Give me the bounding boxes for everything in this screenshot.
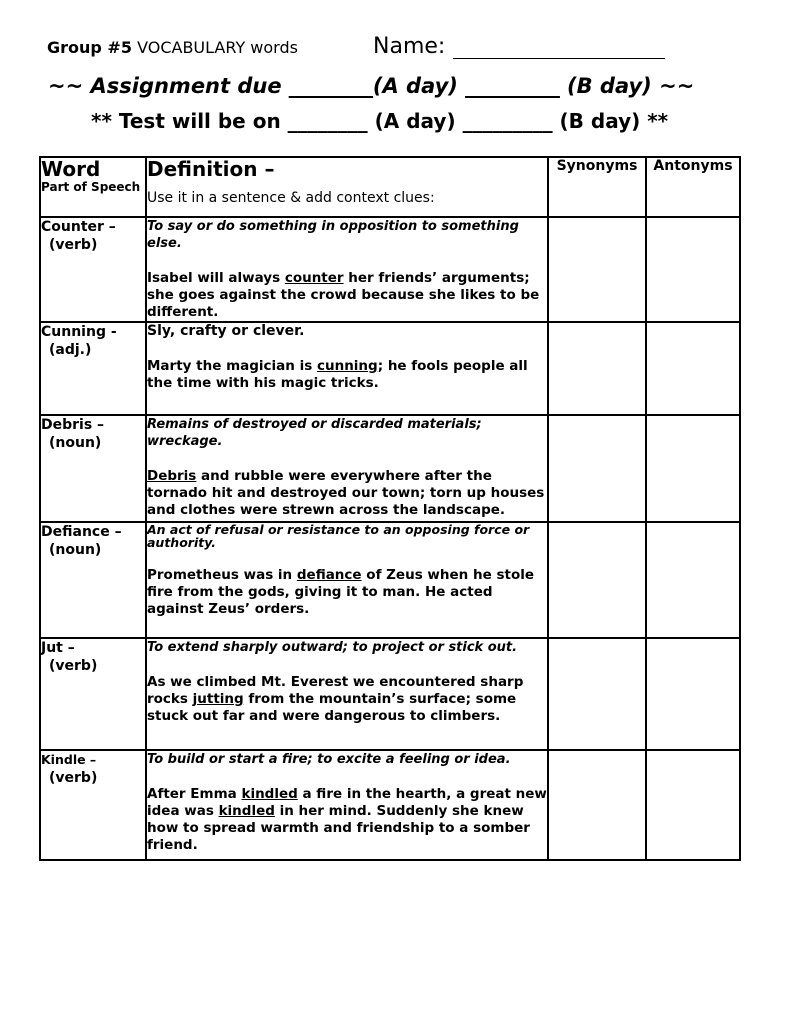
example-sentence (147, 358, 547, 392)
example-sentence (147, 674, 547, 725)
table-row (40, 750, 740, 860)
definition-text: To say or do something in opposition to something else. (147, 219, 519, 251)
definition-text: Sly, crafty or clever. (147, 323, 305, 339)
definition-cell (146, 522, 548, 638)
sentence-part: and rubble were everywhere after the tornado hit and destroyed our town; torn up houses and clothes were strewn across the landscape. (147, 468, 545, 518)
synonyms-cell[interactable] (548, 415, 646, 522)
word-cell (40, 638, 146, 750)
word-term: Jut – (41, 640, 75, 656)
synonyms-cell[interactable] (548, 322, 646, 415)
word-term: Kindle – (41, 752, 97, 767)
header-antonyms: Antonyms (646, 157, 740, 217)
name-label: Name: (373, 34, 446, 59)
definition-cell (146, 217, 548, 322)
example-sentence (147, 270, 547, 321)
sentence-part: a fire in the hearth, a great new idea was (147, 786, 547, 819)
underlined-word: cunning (316, 358, 378, 374)
header-word: Word (41, 157, 101, 181)
table-row (40, 638, 740, 750)
underlined-word: Debris (147, 468, 197, 484)
table-row (40, 522, 740, 638)
header-definition-cell (146, 157, 548, 217)
word-cell (40, 415, 146, 522)
word-pos: (verb) (49, 770, 98, 786)
word-term: Debris – (41, 417, 105, 433)
definition-cell (146, 415, 548, 522)
underlined-word: defiance (296, 567, 362, 583)
example-sentence (147, 567, 547, 618)
word-pos: (noun) (49, 542, 102, 558)
name-blank-line[interactable] (453, 38, 665, 59)
definition-text: An act of refusal or resistance to an opposing force or authority. (147, 522, 530, 550)
header-definition: Definition – (147, 157, 275, 181)
synonyms-cell[interactable] (548, 522, 646, 638)
definition-text: To extend sharply outward; to project or stick out. (147, 640, 518, 655)
sentence-part: After Emma (147, 786, 242, 802)
antonyms-cell[interactable] (646, 522, 740, 638)
test-b-day: (B day) ** (559, 109, 669, 133)
synonyms-cell[interactable] (548, 217, 646, 322)
sentence-part: Prometheus was in (147, 567, 297, 583)
table-row (40, 217, 740, 322)
word-term: Defiance – (41, 524, 122, 540)
test-prefix: ** Test will be on ________ (91, 109, 368, 133)
antonyms-cell[interactable] (646, 217, 740, 322)
example-sentence (147, 468, 547, 519)
underlined-word: jutting (192, 691, 244, 707)
assignment-due-line: ~~ Assignment due ________(A day) _________ (B day) ~~ (48, 74, 695, 98)
sentence-part: her friends’ arguments; she goes against the crowd because she likes to be different. (147, 270, 540, 320)
header-title-row (47, 34, 747, 68)
test-date-line (91, 109, 668, 133)
sentence-part: Marty the magician is (147, 358, 317, 374)
table-header-row (40, 157, 740, 217)
sentence-part: ; he fools people all the time with his magic tricks. (147, 358, 528, 391)
definition-text: To build or start a fire; to excite a feeling or idea. (147, 752, 511, 767)
sentence-part: from the mountain’s surface; some stuck out far and were dangerous to climbers. (147, 691, 517, 724)
antonyms-cell[interactable] (646, 415, 740, 522)
antonyms-cell[interactable] (646, 322, 740, 415)
antonyms-cell[interactable] (646, 638, 740, 750)
word-term: Cunning - (41, 324, 117, 340)
synonyms-cell[interactable] (548, 638, 646, 750)
definition-cell (146, 322, 548, 415)
word-cell (40, 522, 146, 638)
underlined-word: counter (284, 270, 344, 286)
antonyms-cell[interactable] (646, 750, 740, 860)
test-mid-blank: _________ (462, 109, 553, 133)
vocabulary-table (39, 156, 741, 861)
word-pos: (noun) (49, 435, 102, 451)
example-sentence (147, 786, 547, 854)
sentence-part: As we climbed Mt. Everest we encountered sharp rocks (147, 674, 524, 707)
definition-cell (146, 750, 548, 860)
table-row (40, 322, 740, 415)
word-cell (40, 322, 146, 415)
header-definition-instructions: Use it in a sentence & add context clues: (147, 190, 435, 206)
definition-text: Remains of destroyed or discarded materials; wreckage. (147, 417, 482, 449)
group-number: Group #5 (47, 38, 132, 57)
underlined-word: kindled (241, 786, 298, 802)
word-pos: (verb) (49, 237, 98, 253)
underlined-word: kindled (218, 803, 275, 819)
header-word-cell (40, 157, 146, 217)
synonyms-cell[interactable] (548, 750, 646, 860)
word-term: Counter – (41, 219, 116, 235)
header-synonyms: Synonyms (548, 157, 646, 217)
sentence-part: in her mind. Suddenly she knew how to spread warmth and friendship to a somber friend. (147, 803, 530, 853)
word-pos: (adj.) (49, 342, 92, 358)
word-cell (40, 217, 146, 322)
group-subtitle: VOCABULARY words (137, 38, 298, 57)
definition-cell (146, 638, 548, 750)
sentence-part: Isabel will always (147, 270, 285, 286)
table-row (40, 415, 740, 522)
header-part-of-speech: Part of Speech (41, 180, 141, 194)
test-a-day: (A day) (374, 109, 456, 133)
word-pos: (verb) (49, 658, 98, 674)
word-cell (40, 750, 146, 860)
sentence-part: of Zeus when he stole fire from the gods, giving it to man. He acted against Zeus’ orders. (147, 567, 534, 617)
name-field[interactable] (373, 34, 665, 59)
